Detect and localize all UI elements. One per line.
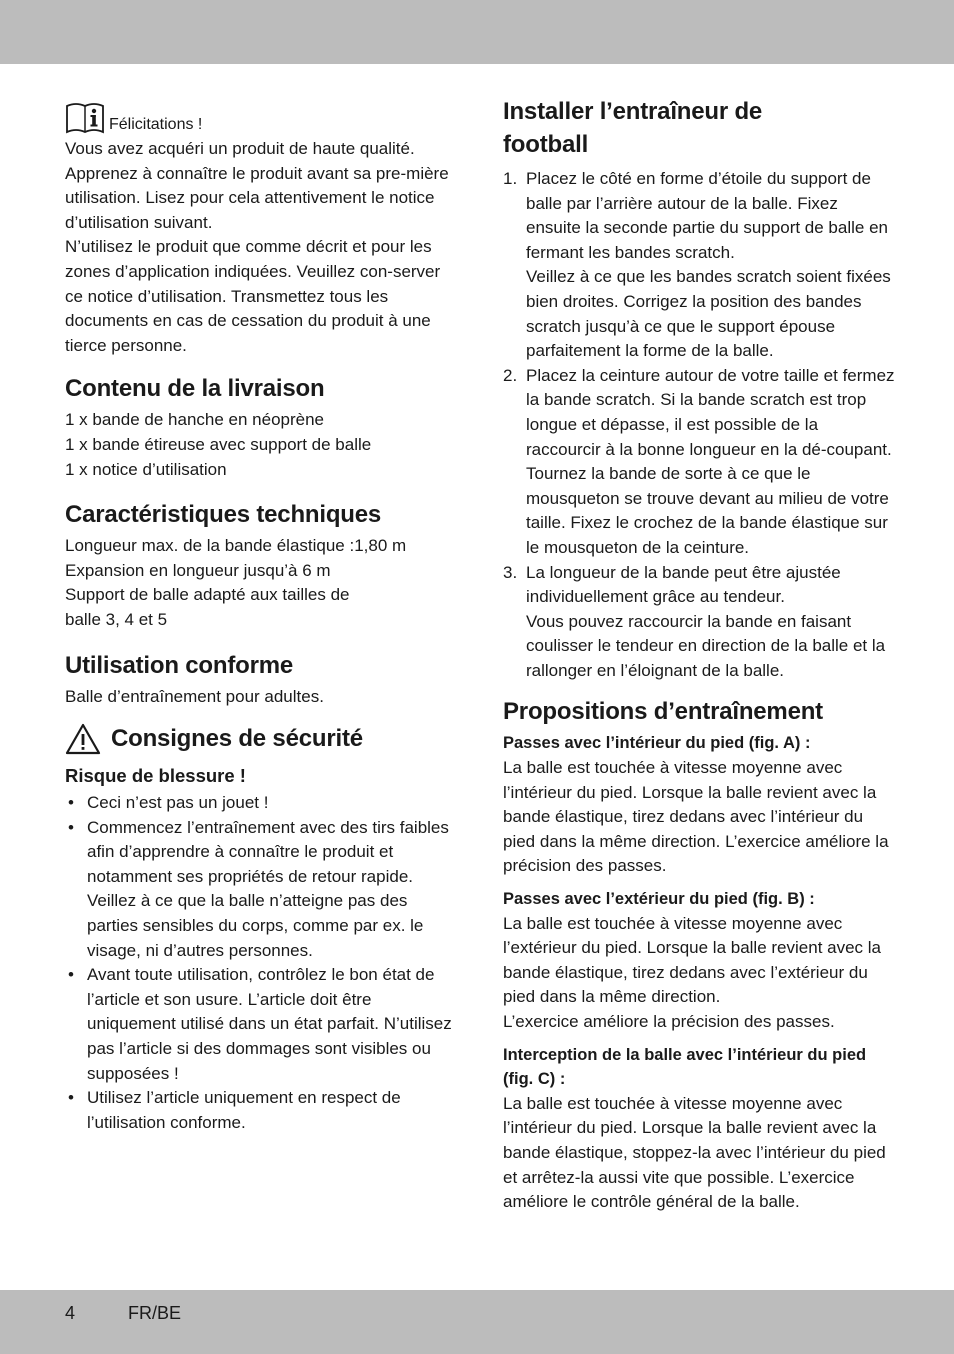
install-heading-line: football [503,131,589,158]
step-text: La longueur de la bande peut être ajustée individuellement grâce au tendeur. [526,562,841,607]
list-item: • Avant toute utilisation, contrôlez le bon état de l’article et son usure. L’article doit être uniquement utilisé dans un état parfait. N’utilisez pas l’article si des dommages sont visibles ou supposées ! [65,963,457,1086]
step-text: Placez la ceinture autour de votre taille et fermez la bande scratch. Si la bande scratch est trop longue et dépasse, il est possible de la raccourcir à la bonne longueur en la dé-coupant. Tournez la bande de sorte à ce que le mousqueton se trouve devant au milieu de votre taille. Fixez le crochez de la bande élastique sur le mousqueton de la ceinture. [526,365,895,557]
step-number: 1. [503,169,518,188]
training-c-title: Interception de la balle avec l’intérieur du pied (fig. C) : [503,1045,867,1089]
safety-list [65,791,457,1135]
warning-triangle-icon [65,723,101,755]
list-item: • Ceci n’est pas un jouet ! [65,791,457,816]
step-text: Placez le côté en forme d’étoile du support de balle par l’arrière autour de la balle. Fixez ensuite la seconde partie du support de balle en fermant les bandes scratch. [526,169,888,262]
page-number: 4 [65,1303,76,1323]
safety-header [65,723,457,755]
safety-heading: Consignes de sécurité [111,725,363,753]
intro-text-2: N’utilisez le produit que comme décrit et pour les zones d’application indiquées. Veuillez con-server ce notice d’utilisation. Transmettez tous les documents en cas de cessation du produit à une tierce personne. [65,237,441,355]
step-item [503,167,895,364]
step-number: 3. [503,562,518,582]
manual-info-icon [65,101,105,135]
safety-subheading: Risque de blessure ! [65,765,246,787]
training-heading: Propositions d’entraînement [503,698,823,726]
list-item: • Utilisez l’article uniquement en respect de l’utilisation conforme. [65,1086,457,1135]
intro-header [65,95,457,135]
intro-title: Félicitations ! [109,116,203,133]
step-item [503,561,895,684]
install-heading [503,95,895,161]
spec-line: Expansion en longueur jusqu’à 6 m [65,560,331,580]
step-text: Veillez à ce que les bandes scratch soient fixées bien droites. Corrigez la position des bandes scratch jusqu’à ce que le support épouse parfaitement la forme de la balle. [526,267,891,361]
left-column [65,95,457,1135]
spec-line: Longueur max. de la bande élastique :1,80 m [65,536,407,556]
usage-heading: Utilisation conforme [65,651,294,679]
list-item: • Commencez l’entraînement avec des tirs faibles afin d’apprendre à connaître le produit et notamment ses propriétés de retour rapide. Veillez à ce que la balle n’atteigne pas des parties sensibles du corps, comme par ex. le visage, ni d’autres personnes. [65,816,457,964]
install-heading-line: Installer l’entraîneur de [503,98,763,125]
training-a-title: Passes avec l’intérieur du pied (fig. A) : [503,734,811,753]
spec-line: Support de balle adapté aux tailles de [65,585,350,605]
delivery-heading: Contenu de la livraison [65,375,325,403]
step-text: Vous pouvez raccourcir la bande en faisant coulisser le tendeur en direction de la balle et la rallonger en l’éloignant de la balle. [526,611,886,680]
language-code: FR/BE [128,1303,182,1323]
intro-text: Vous avez acquéri un produit de haute qualité. Apprenez à connaître le produit avant sa pre-mière utilisation. Lisez pour cela attentivement le notice d’utilisation suivant. [65,139,449,232]
delivery-item: 1 x bande étireuse avec support de balle [65,434,372,454]
usage-text: Balle d’entraînement pour adultes. [65,686,324,706]
step-item [503,364,895,561]
right-column [503,95,895,1215]
step-number: 2. [503,365,518,385]
header-bar [0,0,954,64]
delivery-item: 1 x notice d’utilisation [65,459,227,479]
training-a-text: La balle est touchée à vitesse moyenne avec l’intérieur du pied. Lorsque la balle revient avec la bande élastique, tirez dedans avec l’intérieur du pied dans la même direction. L’exercice améliore la précision des passes. [503,758,889,876]
training-c-text: La balle est touchée à vitesse moyenne avec l’intérieur du pied. Lorsque la balle revient avec la bande élastique, stoppez-la avec l’intérieur du pied et arrêtez-la aussi vite que possible. L’exercice améliore le contrôle général de la balle. [503,1093,886,1212]
delivery-item: 1 x bande de hanche en néoprène [65,410,325,430]
install-steps [503,167,895,683]
training-b-text: La balle est touchée à vitesse moyenne avec l’extérieur du pied. Lorsque la balle revient avec la bande élastique, tirez dedans avec l’extérieur du pied dans la même direction. [503,913,882,1007]
training-b-title: Passes avec l’extérieur du pied (fig. B) : [503,890,815,909]
spec-line: balle 3, 4 et 5 [65,609,168,629]
training-b-text-2: L’exercice améliore la précision des passes. [503,1012,835,1031]
specs-heading: Caractéristiques techniques [65,501,382,529]
